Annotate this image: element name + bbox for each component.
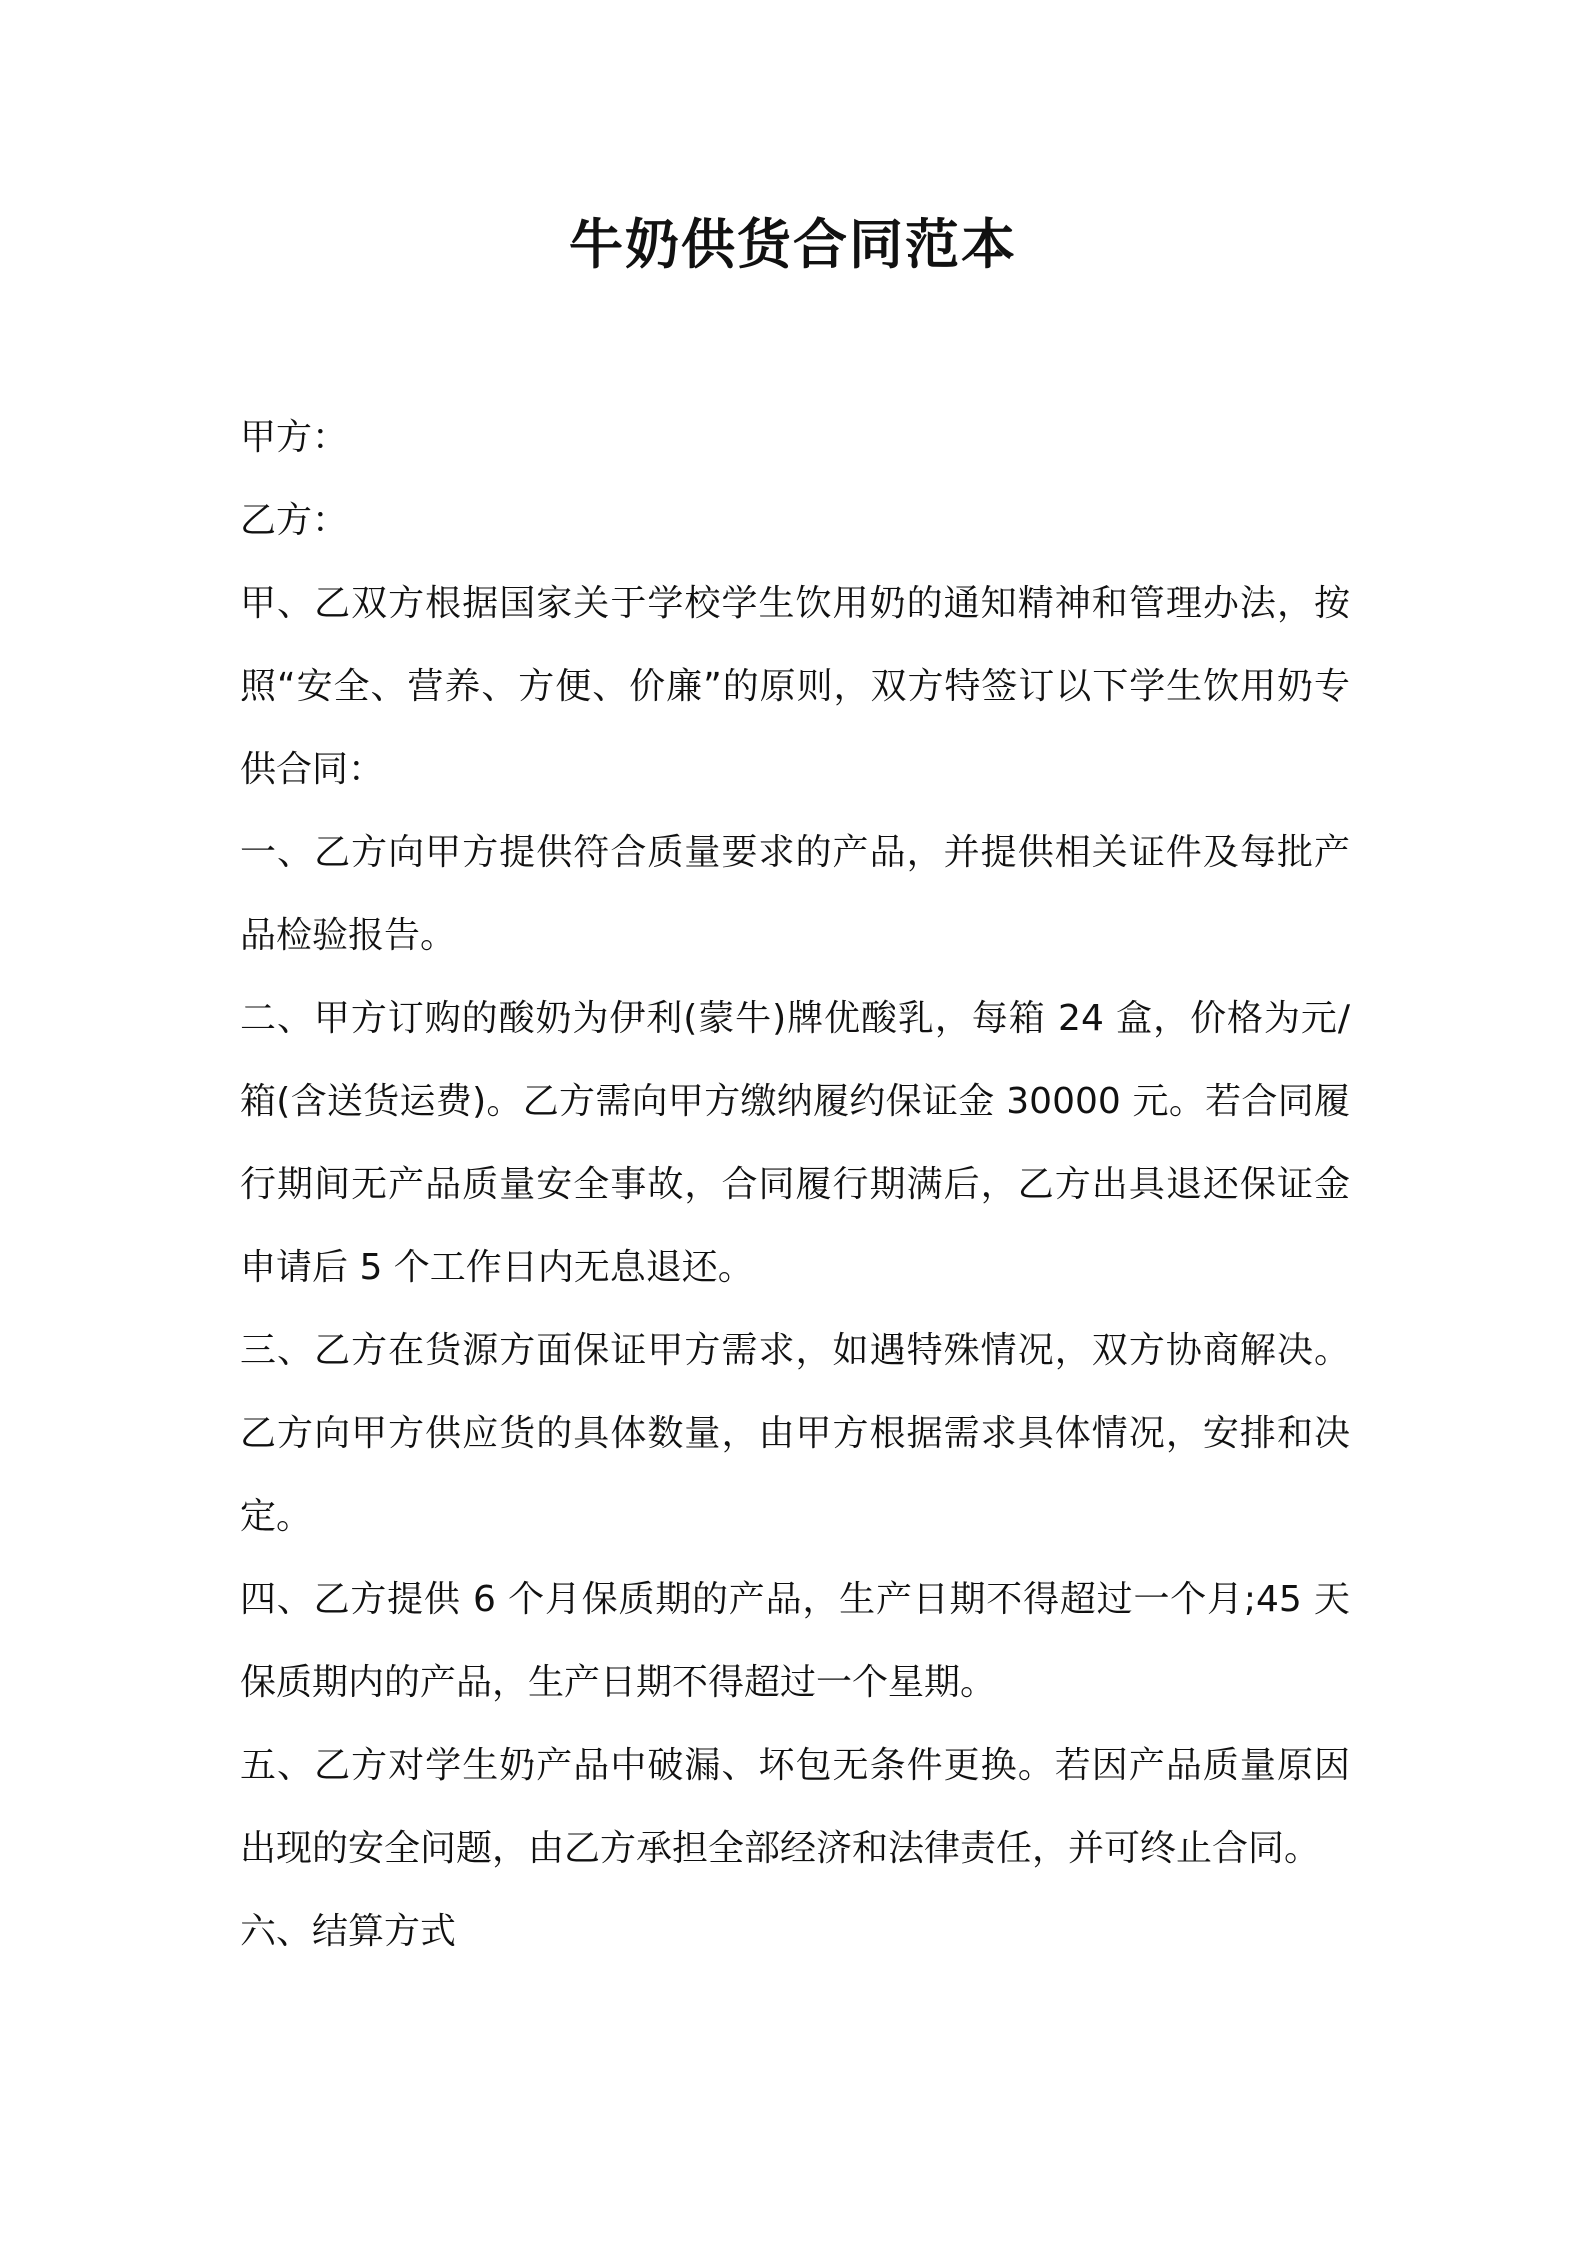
clause-5-paragraph: 五、乙方对学生奶产品中破漏、坏包无条件更换。若因产品质量原因出现的安全问题，由乙方承担全部经济和法律责任，并可终止合同。 <box>240 1745 1350 1869</box>
party-b-line: 乙方： <box>240 500 349 541</box>
clause-3-paragraph: 三、乙方在货源方面保证甲方需求，如遇特殊情况，双方协商解决。乙方向甲方供应货的具体数量，由甲方根据需求具体情况，安排和决定。 <box>240 1330 1350 1537</box>
clause-2-paragraph: 二、甲方订购的酸奶为伊利(蒙牛)牌优酸乳，每箱 24 盒，价格为元/箱(含送货运费)。乙方需向甲方缴纳履约保证金 30000 元。若合同履行期间无产品质量安全事故，合同履行期满后，乙方出具退还保证金申请后 5 个工作日内无息退还。 <box>240 998 1350 1288</box>
document-body <box>240 396 1350 1973</box>
party-a-line: 甲方： <box>240 417 349 458</box>
clause-4-paragraph: 四、乙方提供 6 个月保质期的产品，生产日期不得超过一个月;45 天保质期内的产品，生产日期不得超过一个星期。 <box>240 1579 1350 1703</box>
clause-1-paragraph: 一、乙方向甲方提供符合质量要求的产品，并提供相关证件及每批产品检验报告。 <box>240 832 1350 956</box>
clause-6-heading: 六、结算方式 <box>240 1911 457 1952</box>
document-title: 牛奶供货合同范本 <box>569 213 1017 276</box>
preamble-paragraph: 甲、乙双方根据国家关于学校学生饮用奶的通知精神和管理办法，按照“安全、营养、方便、价廉”的原则，双方特签订以下学生饮用奶专供合同： <box>240 583 1350 790</box>
